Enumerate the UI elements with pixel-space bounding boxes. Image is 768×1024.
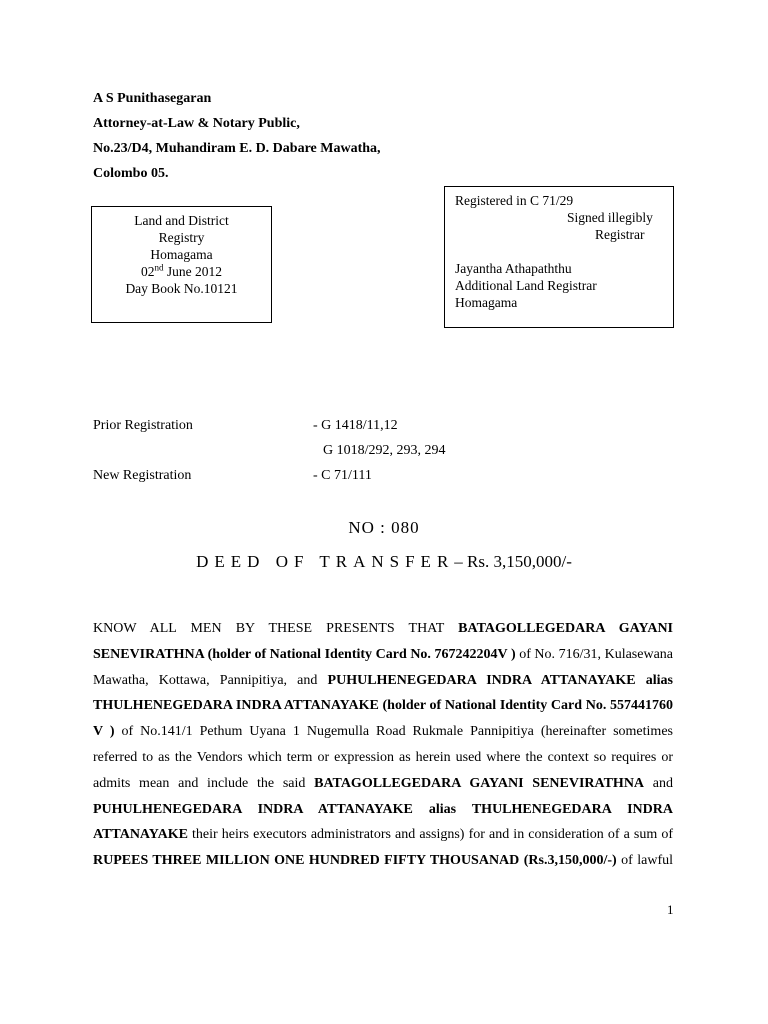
vendor-1: BATAGOLLEGEDARA GAYANI SENEVIRATHNA (holder of National Identity Card No. 767242204V ) xyxy=(93,621,673,662)
notary-title: Attorney-at-Law & Notary Public, xyxy=(93,116,300,131)
date-rest: June 2012 xyxy=(163,264,222,279)
body-text: of No. 716/31, Kulasewana Mawatha, Kottawa, Pannipitiya, and xyxy=(93,646,673,688)
vendor-1-ref: BATAGOLLEGEDARA GAYANI SENEVIRATHNA xyxy=(314,775,645,791)
body-text: of lawful xyxy=(616,853,673,869)
vendor-2-ref: PUHULHENEGEDARA INDRA ATTANAYAKE alias THULHENEGEDARA INDRA ATTANAYAKE xyxy=(93,801,673,843)
signed-illegibly: Signed illegibly xyxy=(567,210,653,225)
registry-line: Registry xyxy=(158,230,205,245)
consideration-amount: RUPEES THREE MILLION ONE HUNDRED FIFTY THOUSANAD (Rs.3,150,000/-) xyxy=(93,853,617,869)
notary-city: Colombo 05. xyxy=(93,166,169,181)
prior-registration-value: - G 1418/11,12 xyxy=(313,418,398,433)
body-text: KNOW ALL MEN BY THESE PRESENTS THAT xyxy=(93,621,459,636)
date-suffix: nd xyxy=(154,262,164,273)
body-text: of No.141/1 Pethum Uyana 1 Nugemulla Road Rukmale Pannipitiya (hereinafter sometimes referred to as the Vendors which term or expression as herein used where the context so requires or admits mean and include the said xyxy=(93,724,673,791)
registry-location: Homagama xyxy=(150,247,213,262)
notary-name: A S Punithasegaran xyxy=(93,91,212,106)
vendor-2: PUHULHENEGEDARA INDRA ATTANAYAKE alias THULHENEGEDARA INDRA ATTANAYAKE (holder of National Identity Card No. 557441760 V ) xyxy=(93,672,673,740)
body-text: their heirs executors administrators and assigns) for and in consideration of a sum of xyxy=(187,827,673,843)
registry-date xyxy=(92,263,271,280)
registrar-location: Homagama xyxy=(455,295,518,310)
new-registration-value: - C 71/111 xyxy=(313,468,372,483)
deed-body xyxy=(93,616,673,874)
registered-box xyxy=(444,186,674,328)
prior-registration-value-2: G 1018/292, 293, 294 xyxy=(323,443,446,458)
new-registration-label: New Registration xyxy=(93,468,192,483)
registrar-title: Additional Land Registrar xyxy=(455,278,597,293)
body-text: and xyxy=(644,775,673,791)
deed-number: NO : 080 xyxy=(348,518,420,537)
registry-line: Land and District xyxy=(134,213,229,228)
prior-registration-label: Prior Registration xyxy=(93,418,193,433)
registered-in: Registered in C 71/29 xyxy=(455,193,574,208)
notary-header xyxy=(93,86,381,186)
registration-info xyxy=(93,413,446,488)
deed-title xyxy=(0,552,768,572)
notary-address: No.23/D4, Muhandiram E. D. Dabare Mawatha, xyxy=(93,141,381,156)
deed-amount: – Rs. 3,150,000/- xyxy=(454,552,572,571)
day-book-number: Day Book No.10121 xyxy=(125,281,238,296)
registrar-label: Registrar xyxy=(595,227,645,242)
page-number: 1 xyxy=(667,902,674,917)
registrar-name: Jayantha Athapaththu xyxy=(455,261,572,276)
registry-box xyxy=(91,206,272,323)
date-day: 02 xyxy=(141,264,155,279)
deed-title-text: DEED OF TRANSFER xyxy=(196,552,455,571)
